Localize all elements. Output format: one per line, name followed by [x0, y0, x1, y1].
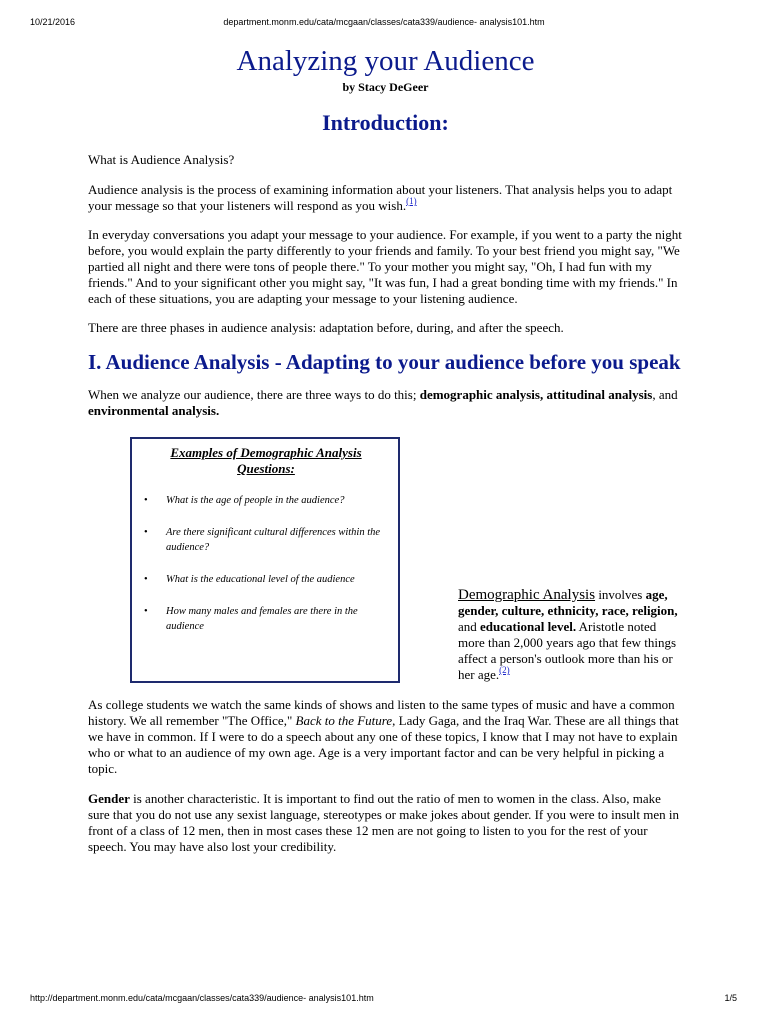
page-number: 1/5: [724, 993, 737, 1003]
shows-paragraph: [88, 697, 683, 777]
ways-and: , and: [652, 387, 678, 402]
aristotle-text: Aristotle noted more than 2,000 years ago that few things affect a person's outlook more than his or her age.: [458, 619, 677, 682]
everyday-paragraph: In everyday conversations you adapt your message to your audience. For example, if you went to a party the night before, you would explain the party differently to your friends and family. To your best friend you might say, "We partied all night and there were tons of people there." To your mother you might say, "Oh, I had fun with my friends." And to your significant other you might say, "It was fun, I had a great bonding time with my friends." In each of these situations, you are adapting your message to your listening audience.: [88, 227, 682, 306]
ways-paragraph: [88, 387, 683, 419]
definition-paragraph: [88, 182, 683, 214]
demographic-involves: involves: [595, 587, 646, 602]
intro-question: What is Audience Analysis?: [88, 152, 235, 167]
gender-text: is another characteristic. It is important to find out the ratio of men to women in the class. Also, make sure that you do not use any sexist language, stereotypes or make jokes about gender. If you were to insult men in front of a class of 12 men, then in most cases these 12 men are not going to listen to you for the rest of your speech. You may have also lost your credibility.: [88, 791, 679, 854]
gender-bold: Gender: [88, 791, 130, 806]
examples-box-title: Examples of Demographic Analysis Questions:: [170, 445, 362, 476]
section-heading: I. Audience Analysis - Adapting to your audience before you speak: [88, 350, 681, 374]
phases-paragraph: There are three phases in audience analysis: adaptation before, during, and after the speech.: [88, 320, 564, 335]
list-item-text: What is the educational level of the audience: [166, 574, 355, 585]
list-item: [144, 604, 388, 634]
print-url: department.monm.edu/cata/mcgaan/classes/cata339/audience- analysis101.htm: [223, 17, 545, 27]
list-item: [144, 572, 388, 587]
bullet-icon: •: [144, 574, 148, 585]
list-item: [144, 493, 388, 508]
ways-bold-demographic-attitudinal: demographic analysis, attitudinal analysis: [419, 387, 653, 402]
footnote-link-2[interactable]: (2): [499, 665, 510, 675]
footer-url: http://department.monm.edu/cata/mcgaan/classes/cata339/audience- analysis101.htm: [30, 993, 374, 1003]
demographic-analysis-title: Demographic Analysis: [458, 587, 596, 603]
ways-prefix: When we analyze our audience, there are three ways to do this;: [88, 387, 420, 402]
shows-text-2: , Lady Gaga, and the Iraq War. These are all things that we have in common. If I were to do a speech about any one of these topics, I know that I may not have to explain who or what to an audience of my own age. Age is a very important factor and can be very helpful in picking a topic.: [88, 713, 679, 776]
list-item-text: How many males and females are there in the audience: [166, 606, 358, 632]
list-item-text: Are there significant cultural differences within the audience?: [166, 527, 381, 553]
print-date: 10/21/2016: [30, 17, 76, 27]
demographic-section: [88, 437, 683, 697]
examples-box: [130, 437, 400, 683]
bullet-icon: •: [144, 606, 148, 617]
article: [88, 42, 683, 855]
demographic-factors: age, gender, culture, ethnicity, race, religion,: [458, 587, 678, 618]
shows-text-1: As college students we watch the same kinds of shows and listen to the same types of music and have a common history. We all remember "The Office,": [88, 697, 675, 728]
page-title: Analyzing your Audience: [236, 45, 535, 77]
examples-list: [144, 493, 388, 634]
definition-text: Audience analysis is the process of examining information about your listeners. That analysis helps you to adapt your message so that your listeners will respond as you wish.: [88, 182, 673, 213]
bullet-icon: •: [144, 495, 148, 506]
list-item-text: What is the age of people in the audience?: [166, 495, 345, 506]
footnote-link-1[interactable]: (1): [406, 196, 417, 206]
intro-heading: Introduction:: [322, 110, 449, 135]
ways-bold-environmental: environmental analysis.: [88, 403, 220, 418]
bullet-icon: •: [144, 527, 148, 538]
demographic-analysis-text: [458, 587, 686, 683]
demographic-and: and: [458, 619, 481, 634]
gender-paragraph: [88, 791, 683, 855]
demographic-educational-level: educational level.: [480, 619, 577, 634]
byline: by Stacy DeGeer: [342, 80, 429, 94]
list-item: [144, 525, 388, 555]
shows-italic: Back to the Future: [295, 713, 393, 728]
